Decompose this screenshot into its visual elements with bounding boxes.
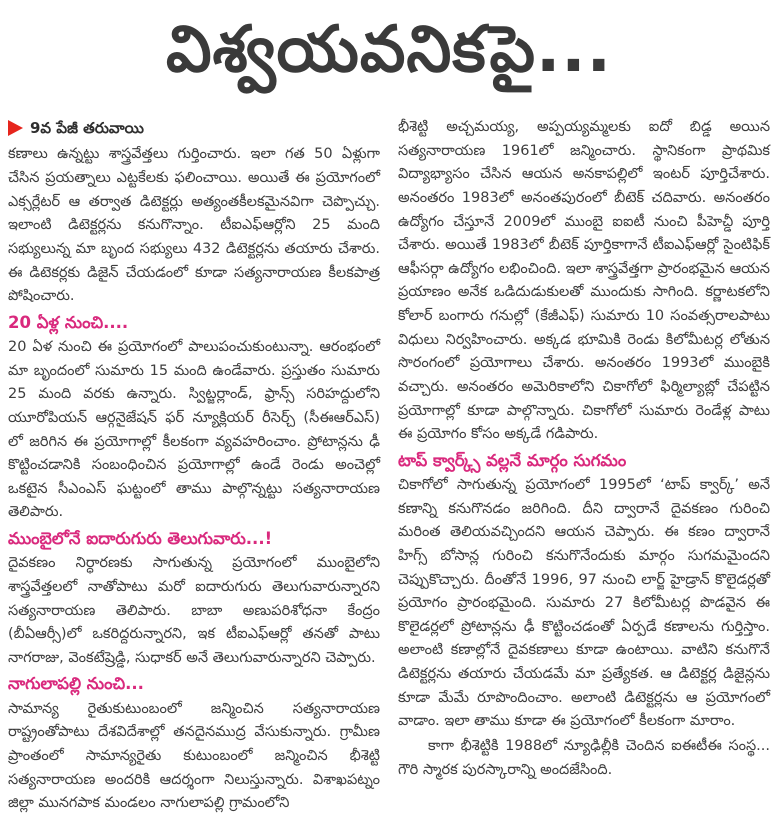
red-triangle-icon	[8, 120, 23, 136]
body-paragraph: భీశెట్టి అచ్చమయ్య, అప్పయ్యమ్మలకు ఐదో బిడ్డ అయిన సత్యనారాయణ 1961లో జన్మించారు. స్థానికంగా ప్రాథమిక విద్యాభ్యాసం చేసిన ఆయన అనకాపల్లిలో ఇంటర్ పూర్తిచేశారు. అనంతరం 1983లో అనంతపురంలో బీటెక్ చదివారు. అనంతరం ఉద్యోగం చేస్తూనే 2009లో ముంబై ఐఐటీ నుంచి పీహెచ్డీ పూర్తి చేశారు. అయితే 1983లో బీటెక్ పూర్తికాగానే టీఐఎఫ్ఆర్లో సైంటిఫిక్ ఆఫీసర్గా ఉద్యోగం లభించింది. ఇలా శాస్త్రవేత్తగా ప్రారంభమైన ఆయన ప్రయాణం అనేక ఒడిదుడుకులతో ముందుకు సాగింది. కర్ణాటకలోని కోలార్ బంగారు గనుల్లో (కేజీఎఫ్) సుమారు 10 సంవత్సరాలపాటు విధులు నిర్వహించారు. అక్కడ భూమికి రెండు కిలోమీటర్ల లోతున సొరంగంలో ప్రయోగాలు చేశారు. అనంతరం 1993లో ముంబైకి వచ్చారు. అనంతరం అమెరికాలోని చికాగోలో ఫిర్మిల్యాబ్లో చేపట్టిన ప్రయోగాల్లో కూడా పాల్గొన్నారు. చికాగోలో సుమారు రెండేళ్ల పాటు ఈ ప్రయోగం కోసం అక్కడే గడిపారు.	[398, 119, 770, 443]
body-paragraph: చికాగోలో సాగుతున్న ప్రయోగంలో 1995లో ‘టాప్ క్వార్క్’ అనే కణాన్ని కనుగొనడం జరిగింది. దీని ద్వారానే దైవకణం గురించి మరింత తెలియవచ్చిందని ఆయన చెప్పారు. ఈ కణం ద్వారానే హిగ్స్ బోసాన్ల గురించి కనుగొనేందుకు మార్గం సుగమమైందని చెప్పుకొచ్చారు. దీంతోనే 1996, 97 నుంచి లార్జ్ హైడ్రాన్ కొలైడర్లతో ప్రయోగం ప్రారంభమైంది. సుమారు 27 కిలోమీటర్ల పొడవైన ఈ కొలైడర్లలో ప్రోటాన్లను ఢీ కొట్టించడంతో ఏర్పడే కణాలను గుర్తిస్తాం. అలాంటి కణాల్లోనే దైవకణాలు కూడా ఉంటాయి. వాటిని కనుగొనే డిటెక్టర్లను తయారు చేయడమే మా ప్రత్యేకత. ఆ డిటెక్టర్ల డిజైన్లను కూడా మేమే రూపొందించాం. అలాంటి డిటెక్టర్లను ఆ ప్రయోగంలో వాడాం. ఇలా తాము కూడా ఈ ప్రయోగంలో కీలకంగా మారాం.	[398, 477, 770, 730]
body-paragraph: దైవకణం నిర్ధారణకు సాగుతున్న ప్రయోగంలో ముంబైలోని శాస్త్రవేత్తలలో నాతోపాటు మరో ఐదారుగురు తెలుగువారున్నారని సత్యనారాయణ తెలిపారు. బాబా అణుపరిశోధనా కేంద్రం (బీఏఆర్సీ)లో ఒకరిద్దరున్నారని, ఇక టీఐఎఫ్ఆర్లో తనతో పాటు నాగరాజు, వెంకటేష్రెడ్డి, సుధాకర్ అనే తెలుగువారున్నారని చెప్పారు.	[8, 555, 380, 666]
left-column	[8, 116, 380, 817]
section-heading: నాగులాపల్లి నుంచి...	[8, 674, 144, 694]
continuation-label: 9వ పేజీ తరువాయి	[30, 119, 144, 137]
section-heading: ముంబైలోనే ఐదారుగురు తెలుగువారు...!	[8, 529, 273, 549]
section-heading: టాప్ క్వార్క్స్ వల్లనే మార్గం సుగమం	[398, 450, 627, 470]
article-headline: విశ్వయవనికపై...	[166, 13, 612, 87]
right-column-body	[398, 116, 770, 782]
body-paragraph: కాగా భీశెట్టికి 1988లో న్యూఢిల్లీకి చెందిన ఐఈటీఈ సంస్థ... గౌరి స్మారక పురస్కారాన్ని అందజేసింది.	[398, 737, 770, 778]
body-paragraph: సామాన్య రైతుకుటుంబంలో జన్మించిన సత్యనారాయణ రాష్ట్రంతోపాటు దేశవిదేశాల్లో తనదైనముద్ర వేసుకున్నారు. గ్రామీణ ప్రాంతంలో సామాన్యరైతు కుటుంబంలో జన్మించిన భీశెట్టి సత్యనారాయణ అందరికి ఆదర్శంగా నిలుస్తున్నారు. విశాఖపట్నం జిల్లా మునగపాక మండలం నాగులాపల్లి గ్రామంలోని	[8, 700, 380, 812]
right-column	[398, 116, 770, 817]
left-column-body	[8, 143, 380, 815]
body-paragraph: 20 ఏళ నుంచి ఈ ప్రయోగంలో పాలుపంచుకుంటున్నా. ఆరంభంలో మా బృందంలో సుమారు 15 మంది ఉండేవారు. ప్రస్తుతం సుమారు 25 మంది వరకు ఉన్నారు. స్విట్జర్లాండ్, ఫ్రాన్స్ సరిహద్దులోని యూరోపియన్ ఆర్గనైజేషన్ ఫర్ న్యూక్లియర్ రీసెర్చ్ (సీఈఆర్ఎస్) లో జరిగిన ఈ ప్రయోగాల్లో కీలకంగా వ్యవహరించాం. ప్రోటాన్లను ఢీ కొట్టించడానికి సంబంధించిన ప్రయోగాల్లో ఉండే రెండు అంచెల్లో ఒకటైన సీఎంఎస్ ఘట్టంలో తాము పాల్గొన్నట్టు సత్యనారాయణ తెలిపారు.	[8, 339, 380, 521]
article-columns	[6, 110, 772, 817]
body-paragraph: కణాలు ఉన్నట్టు శాస్త్రవేత్తలు గుర్తించారు. ఇలా గత 50 ఏళ్లుగా చేసిన ప్రయత్నాలు ఎట్టకేలకు ఫలించాయి. అయితే ఈ ప్రయోగంలో ఎక్సర్లేటర్ ఆ తర్వాత డిటెక్టర్లు అత్యంతకీలకమైనవిగా చెప్పొచ్చు. ఇలాంటి డిటెక్టర్లను కనుగొన్నాం. టీఐఎఫ్ఆర్లోని 25 మంది సభ్యులున్న మా బృంద సభ్యులు 432 డిటెక్టర్లను తయారు చేశారు. ఈ డిటెకర్లకు డిజైన్ చేయడంలో కూడా సత్యనారాయణ కీలకపాత్ర పోషించారు.	[8, 146, 380, 305]
continuation-marker	[8, 116, 380, 140]
section-heading: 20 ఏళ్ల నుంచి....	[8, 312, 129, 332]
